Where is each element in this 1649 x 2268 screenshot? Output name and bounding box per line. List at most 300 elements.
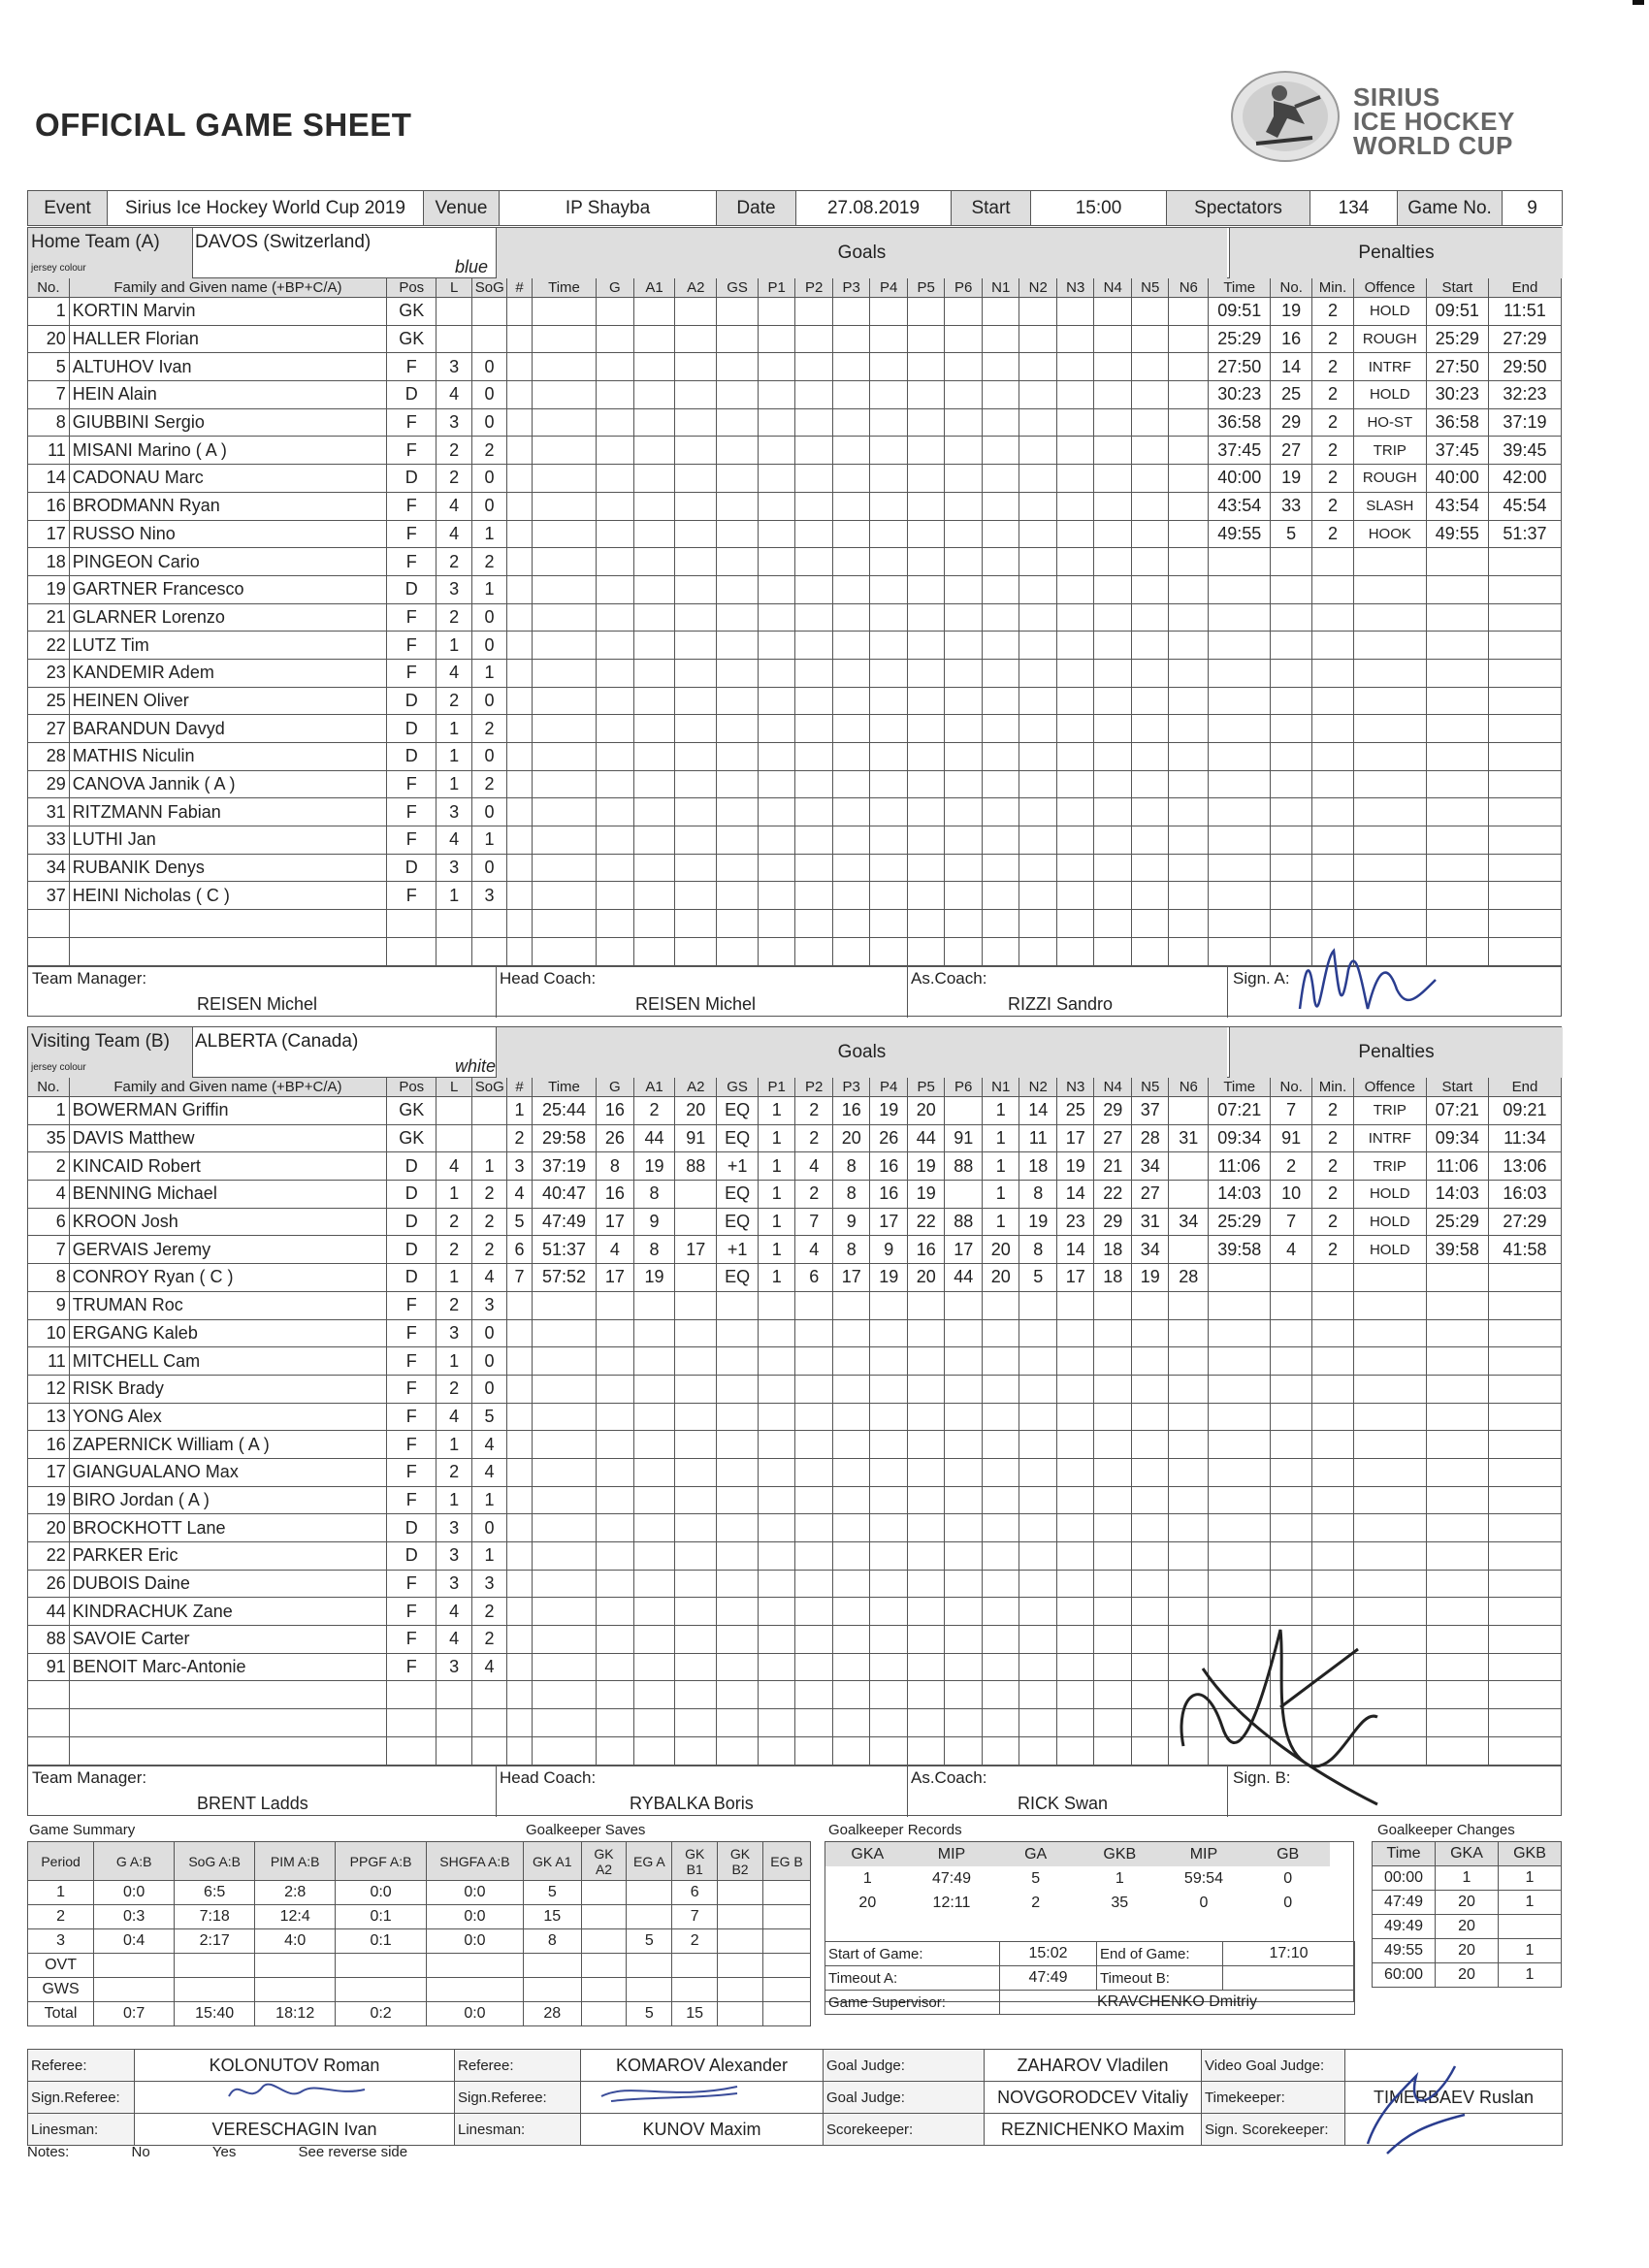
table-row xyxy=(28,826,1562,855)
player-number: 18 xyxy=(28,548,70,576)
gk-change-row xyxy=(1373,1891,1562,1915)
goal-cell xyxy=(1094,1319,1132,1347)
goal-cell xyxy=(832,1403,870,1431)
visitor-goals-header: Goals xyxy=(496,1027,1227,1078)
goals-col-header: A1 xyxy=(633,1078,675,1097)
player-line: 4 xyxy=(436,826,471,855)
goals-col-header: P6 xyxy=(945,1078,983,1097)
goal-cell xyxy=(870,910,908,938)
player-number: 33 xyxy=(28,826,70,855)
player-line: 1 xyxy=(436,743,471,771)
goal-cell: 17 xyxy=(1056,1124,1094,1152)
goal-cell xyxy=(633,659,675,687)
goal-cell xyxy=(982,770,1019,798)
goal-cell: 1 xyxy=(758,1208,795,1236)
goal-cell xyxy=(795,854,833,882)
goal-cell xyxy=(795,1653,833,1681)
player-number: 88 xyxy=(28,1626,70,1654)
goal-cell: 1 xyxy=(758,1264,795,1292)
goal-cell xyxy=(795,575,833,603)
gk-change-row xyxy=(1373,1939,1562,1963)
goal-cell xyxy=(597,1291,634,1319)
goal-cell xyxy=(982,1347,1019,1376)
gk-change-cell: 1 xyxy=(1499,1963,1562,1988)
goal-cell xyxy=(633,1319,675,1347)
goal-cell xyxy=(1169,1152,1209,1181)
goal-cell xyxy=(758,715,795,743)
goal-cell xyxy=(1056,1681,1094,1709)
penalty-cell xyxy=(1426,1514,1488,1542)
goal-cell xyxy=(945,743,983,771)
penalty-cell xyxy=(1353,687,1426,715)
goal-cell xyxy=(597,1375,634,1403)
visitor-manager-label: Team Manager: xyxy=(32,1767,147,1787)
goal-cell xyxy=(532,1514,596,1542)
penalty-cell xyxy=(1312,1291,1354,1319)
player-line: 1 xyxy=(436,770,471,798)
player-number: 29 xyxy=(28,770,70,798)
player-sog: 3 xyxy=(471,1291,506,1319)
scorekeeper-name: REZNICHENKO Maxim xyxy=(985,2114,1202,2146)
home-as-coach-label: As.Coach: xyxy=(911,968,987,988)
player-name: PINGEON Cario xyxy=(69,548,386,576)
goal-cell xyxy=(633,575,675,603)
penalty-cell xyxy=(1312,1264,1354,1292)
penalty-cell xyxy=(1426,770,1488,798)
penalty-cell xyxy=(1271,1542,1312,1571)
goal-cell xyxy=(907,381,945,409)
player-name: RISK Brady xyxy=(69,1375,386,1403)
goal-cell xyxy=(1131,687,1169,715)
goal-cell xyxy=(507,520,533,548)
goal-cell xyxy=(1169,1181,1209,1209)
penalty-cell xyxy=(1271,743,1312,771)
goal-cell xyxy=(982,381,1019,409)
goal-cell: 16 xyxy=(597,1097,634,1125)
summary-cell: 0:3 xyxy=(94,1905,175,1929)
goal-cell: 9 xyxy=(870,1236,908,1264)
goal-cell xyxy=(907,437,945,465)
goal-cell xyxy=(907,798,945,826)
summary-cell: 2:8 xyxy=(255,1881,336,1905)
goal-cell xyxy=(758,1319,795,1347)
summary-col-header: GK A1 xyxy=(523,1842,581,1881)
player-position: F xyxy=(387,437,436,465)
goal-cell xyxy=(945,1736,983,1765)
start-label: Start xyxy=(952,191,1031,226)
goal-cell xyxy=(982,826,1019,855)
venue-label: Venue xyxy=(424,191,500,226)
goal-cell xyxy=(633,520,675,548)
goal-cell: 8 xyxy=(1019,1236,1057,1264)
player-line xyxy=(436,1097,471,1125)
summary-col-header: Period xyxy=(28,1842,94,1881)
goal-cell xyxy=(717,1403,759,1431)
goal-cell xyxy=(1169,1319,1209,1347)
goal-cell xyxy=(507,687,533,715)
home-sign-label: Sign. A: xyxy=(1233,968,1290,988)
goal-cell xyxy=(907,520,945,548)
penalty-cell xyxy=(1426,1319,1488,1347)
goal-cell xyxy=(1094,492,1132,520)
penalty-cell xyxy=(1353,659,1426,687)
home-head-coach-name: REISEN Michel xyxy=(635,993,757,1014)
goal-cell xyxy=(597,492,634,520)
goal-cell xyxy=(907,659,945,687)
goal-cell: 8 xyxy=(1019,1181,1057,1209)
summary-cell: 2 xyxy=(672,1929,718,1954)
goal-cell xyxy=(1094,687,1132,715)
goal-cell: +1 xyxy=(717,1152,759,1181)
goal-cell xyxy=(507,1347,533,1376)
roster-col-header: No. xyxy=(28,1078,70,1097)
goal-cell xyxy=(597,1626,634,1654)
player-number: 17 xyxy=(28,520,70,548)
goal-cell xyxy=(832,575,870,603)
goal-cell xyxy=(1094,1291,1132,1319)
player-sog: 5 xyxy=(471,1403,506,1431)
goal-cell xyxy=(1019,1514,1057,1542)
summary-cell: 6 xyxy=(672,1881,718,1905)
player-position: F xyxy=(387,408,436,437)
scorekeeper-signature xyxy=(1348,2057,1494,2163)
game-info-table xyxy=(27,190,1563,226)
penalty-col-header: Min. xyxy=(1312,278,1354,298)
player-line: 1 xyxy=(436,715,471,743)
goal-cell xyxy=(870,353,908,381)
goal-judge-1-name: ZAHAROV Vladilen xyxy=(985,2050,1202,2082)
goal-cell: 9 xyxy=(832,1208,870,1236)
player-sog: 2 xyxy=(471,770,506,798)
goal-cell xyxy=(832,1291,870,1319)
goal-cell xyxy=(832,492,870,520)
player-line xyxy=(436,1736,471,1765)
goal-cell xyxy=(532,1542,596,1571)
goal-cell xyxy=(795,826,833,855)
goal-cell xyxy=(945,687,983,715)
goal-cell xyxy=(758,1570,795,1598)
summary-cell xyxy=(94,1954,175,1978)
referee-2-signature xyxy=(592,2072,747,2111)
player-number: 7 xyxy=(28,1236,70,1264)
goal-cell xyxy=(945,1681,983,1709)
penalty-cell xyxy=(1209,910,1271,938)
player-position: F xyxy=(387,826,436,855)
timeout-a-value: 47:49 xyxy=(1000,1966,1097,1991)
goal-cell xyxy=(717,1431,759,1459)
goal-cell xyxy=(1131,1458,1169,1486)
player-number: 44 xyxy=(28,1598,70,1626)
goal-cell: 44 xyxy=(633,1124,675,1152)
goal-cell xyxy=(675,1736,717,1765)
goal-cell xyxy=(1094,520,1132,548)
goal-cell: 16 xyxy=(870,1152,908,1181)
goal-cell: 18 xyxy=(1094,1264,1132,1292)
table-row xyxy=(28,1124,1562,1152)
goal-cell xyxy=(675,575,717,603)
goal-cell xyxy=(633,1709,675,1737)
goals-col-header: P5 xyxy=(907,278,945,298)
goal-cell xyxy=(1056,715,1094,743)
goal-cell xyxy=(507,882,533,910)
summary-cell: 0:0 xyxy=(426,1905,523,1929)
goal-cell xyxy=(758,882,795,910)
goal-cell xyxy=(532,492,596,520)
goal-cell: 29:58 xyxy=(532,1124,596,1152)
penalty-cell xyxy=(1271,1264,1312,1292)
penalty-cell xyxy=(1271,826,1312,855)
goal-cell xyxy=(675,854,717,882)
divider xyxy=(1227,967,1228,1018)
goal-cell xyxy=(1169,1097,1209,1125)
summary-cell xyxy=(762,1978,810,2002)
goal-cell xyxy=(532,632,596,660)
penalty-cell: 09:21 xyxy=(1488,1097,1561,1125)
gk-change-cell xyxy=(1499,1915,1562,1939)
goal-cell: 25:44 xyxy=(532,1097,596,1125)
goal-cell xyxy=(633,437,675,465)
penalty-cell xyxy=(1426,1486,1488,1514)
penalty-col-header: Start xyxy=(1426,278,1488,298)
goal-cell xyxy=(507,1542,533,1571)
penalty-cell xyxy=(1271,1486,1312,1514)
goal-cell xyxy=(907,408,945,437)
player-sog: 0 xyxy=(471,465,506,493)
player-line: 4 xyxy=(436,1152,471,1181)
goal-cell xyxy=(795,770,833,798)
event-label: Event xyxy=(28,191,108,226)
summary-col-header: PPGF A:B xyxy=(336,1842,427,1881)
gk-change-cell: 60:00 xyxy=(1373,1963,1436,1988)
player-line: 4 xyxy=(436,381,471,409)
goal-cell xyxy=(675,1709,717,1737)
goal-cell xyxy=(1094,1570,1132,1598)
gk-record-cell: 2 xyxy=(1031,1894,1041,1911)
penalty-cell: 36:58 xyxy=(1426,408,1488,437)
goal-cell xyxy=(675,1264,717,1292)
summary-cell xyxy=(426,1954,523,1978)
player-name: LUTHI Jan xyxy=(69,826,386,855)
roster-col-header: SoG xyxy=(471,278,506,298)
summary-cell xyxy=(718,1954,763,1978)
player-line: 2 xyxy=(436,548,471,576)
goal-cell xyxy=(597,1681,634,1709)
goal-cell xyxy=(758,1681,795,1709)
goal-cell xyxy=(907,1347,945,1376)
summary-row xyxy=(28,1954,811,1978)
goal-cell xyxy=(907,1570,945,1598)
goal-cell xyxy=(832,408,870,437)
goal-cell xyxy=(832,1736,870,1765)
summary-cell: 0:1 xyxy=(336,1929,427,1954)
goal-cell xyxy=(945,325,983,353)
goal-cell xyxy=(795,910,833,938)
goal-cell xyxy=(507,381,533,409)
player-name: GARTNER Francesco xyxy=(69,575,386,603)
goal-cell xyxy=(907,937,945,965)
table-row xyxy=(28,437,1562,465)
goal-cell xyxy=(1169,1458,1209,1486)
goal-cell xyxy=(945,520,983,548)
goal-cell xyxy=(633,687,675,715)
penalty-cell xyxy=(1426,603,1488,632)
player-line: 4 xyxy=(436,659,471,687)
goal-cell xyxy=(597,826,634,855)
player-number: 25 xyxy=(28,687,70,715)
penalty-cell xyxy=(1209,770,1271,798)
goal-cell xyxy=(675,603,717,632)
goal-cell xyxy=(870,798,908,826)
goal-cell xyxy=(633,826,675,855)
table-row xyxy=(28,882,1562,910)
goal-cell xyxy=(945,465,983,493)
goal-cell xyxy=(1169,1347,1209,1376)
goal-cell xyxy=(532,1653,596,1681)
goal-cell xyxy=(945,1653,983,1681)
penalty-cell xyxy=(1488,659,1561,687)
goal-cell xyxy=(795,1709,833,1737)
summary-row xyxy=(28,1905,811,1929)
goal-cell xyxy=(982,465,1019,493)
summary-row xyxy=(28,1929,811,1954)
player-number: 26 xyxy=(28,1570,70,1598)
player-sog: 0 xyxy=(471,408,506,437)
summary-cell: 15 xyxy=(523,1905,581,1929)
player-position: F xyxy=(387,1598,436,1626)
goal-cell xyxy=(1169,520,1209,548)
goal-cell xyxy=(1169,1291,1209,1319)
sign-scorekeeper-label: Sign. Scorekeeper: xyxy=(1202,2114,1345,2146)
player-position xyxy=(387,1681,436,1709)
home-team-label: Home Team (A) jersey colour xyxy=(28,228,193,278)
goal-cell xyxy=(1056,1542,1094,1571)
penalty-cell xyxy=(1426,854,1488,882)
goal-cell xyxy=(1094,575,1132,603)
summary-cell xyxy=(336,1954,427,1978)
gk-change-cell: 20 xyxy=(1436,1891,1499,1915)
start-of-game-label: Start of Game: xyxy=(825,1942,1000,1966)
goal-cell xyxy=(1131,770,1169,798)
goal-cell xyxy=(832,353,870,381)
player-line: 3 xyxy=(436,1319,471,1347)
goal-cell xyxy=(1169,743,1209,771)
goal-cell xyxy=(870,1291,908,1319)
goal-cell xyxy=(1131,826,1169,855)
table-row xyxy=(28,1319,1562,1347)
goal-cell xyxy=(633,1403,675,1431)
goal-cell xyxy=(532,437,596,465)
visitor-penalties-header: Penalties xyxy=(1229,1027,1563,1078)
goal-cell xyxy=(675,715,717,743)
goal-cell xyxy=(795,1431,833,1459)
goals-col-header: N6 xyxy=(1169,1078,1209,1097)
goals-col-header: # xyxy=(507,278,533,298)
player-position: F xyxy=(387,603,436,632)
player-line: 2 xyxy=(436,603,471,632)
goal-cell xyxy=(758,1514,795,1542)
goal-cell xyxy=(1094,1403,1132,1431)
gk-change-cell: 20 xyxy=(1436,1963,1499,1988)
player-position: F xyxy=(387,659,436,687)
goal-cell xyxy=(870,1653,908,1681)
timeout-b-label: Timeout B: xyxy=(1097,1966,1223,1991)
goal-cell xyxy=(795,1486,833,1514)
player-sog: 4 xyxy=(471,1653,506,1681)
goal-cell xyxy=(675,437,717,465)
gk-change-cell: 47:49 xyxy=(1373,1891,1436,1915)
timekeeper-label: Timekeeper: xyxy=(1202,2082,1345,2114)
penalty-cell: INTRF xyxy=(1353,1124,1426,1152)
goals-col-header: N5 xyxy=(1131,1078,1169,1097)
goal-cell: 4 xyxy=(507,1181,533,1209)
player-position: GK xyxy=(387,298,436,326)
goal-cell xyxy=(1094,603,1132,632)
penalty-cell xyxy=(1312,1319,1354,1347)
goal-cell xyxy=(1169,770,1209,798)
penalty-cell xyxy=(1209,1542,1271,1571)
goal-cell xyxy=(633,1486,675,1514)
penalty-cell: 41:58 xyxy=(1488,1236,1561,1264)
penalty-cell: 7 xyxy=(1271,1208,1312,1236)
goal-cell xyxy=(597,381,634,409)
goal-cell xyxy=(870,1319,908,1347)
goal-cell xyxy=(507,492,533,520)
penalty-cell: 40:00 xyxy=(1426,465,1488,493)
summary-cell: 15:40 xyxy=(175,2002,255,2026)
gk-change-cell: 20 xyxy=(1436,1915,1499,1939)
goal-cell xyxy=(982,854,1019,882)
goal-cell xyxy=(870,1570,908,1598)
divider xyxy=(907,967,908,1018)
goal-cell xyxy=(945,437,983,465)
table-row xyxy=(28,381,1562,409)
player-number: 91 xyxy=(28,1653,70,1681)
roster-col-header: Family and Given name (+BP+C/A) xyxy=(69,278,386,298)
penalty-cell xyxy=(1426,1264,1488,1292)
goal-cell xyxy=(1131,353,1169,381)
summary-cell xyxy=(581,1929,627,1954)
penalty-cell xyxy=(1426,826,1488,855)
goal-cell xyxy=(1131,298,1169,326)
goal-cell xyxy=(597,1486,634,1514)
goal-cell xyxy=(1019,492,1057,520)
table-row xyxy=(28,1181,1562,1209)
penalty-cell: 25 xyxy=(1271,381,1312,409)
goal-cell xyxy=(870,1403,908,1431)
goal-cell xyxy=(633,1375,675,1403)
goal-cell xyxy=(633,770,675,798)
goal-cell xyxy=(907,1681,945,1709)
goal-cell xyxy=(945,353,983,381)
goal-cell xyxy=(758,381,795,409)
home-as-coach-name: RIZZI Sandro xyxy=(1008,993,1114,1014)
goal-cell xyxy=(832,381,870,409)
goal-cell xyxy=(1094,1626,1132,1654)
goal-cell xyxy=(532,1681,596,1709)
summary-period: 3 xyxy=(28,1929,94,1954)
player-line xyxy=(436,910,471,938)
goal-cell xyxy=(507,465,533,493)
goal-cell xyxy=(1169,548,1209,576)
goal-cell xyxy=(982,408,1019,437)
goal-cell xyxy=(597,353,634,381)
player-sog: 2 xyxy=(471,437,506,465)
table-row xyxy=(28,1570,1562,1598)
penalty-cell xyxy=(1271,548,1312,576)
player-name xyxy=(69,1736,386,1765)
goal-cell xyxy=(758,575,795,603)
player-sog: 0 xyxy=(471,353,506,381)
